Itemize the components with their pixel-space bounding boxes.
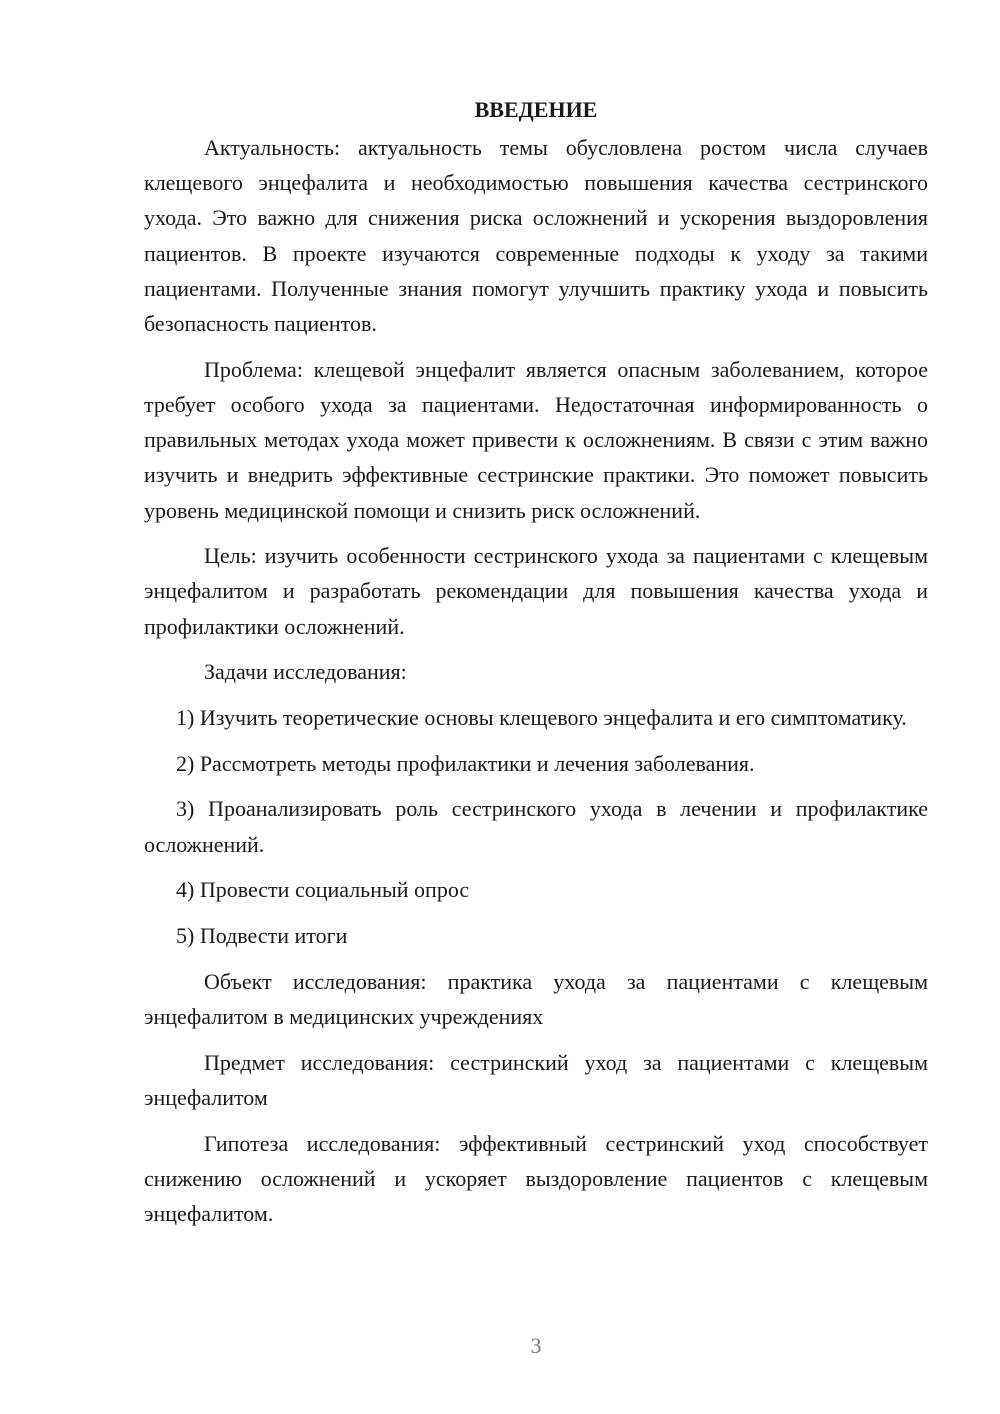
task-item-1: 1) Изучить теоретические основы клещевого энцефалита и его симптоматику. <box>176 705 907 731</box>
paragraph-tasks-intro: Задачи исследования: <box>204 659 407 685</box>
page-number: 3 <box>530 1333 542 1358</box>
task-item-2: 2) Рассмотреть методы профилактики и лечения заболевания. <box>176 750 755 776</box>
paragraph-object: Объект исследования: практика ухода за пациентами с клещевым энцефалитом в медицинских учреждениях <box>144 968 928 1029</box>
paragraph-subject: Предмет исследования: сестринский уход за пациентами с клещевым энцефалитом <box>144 1049 928 1110</box>
task-item-4: 4) Провести социальный опрос <box>176 877 470 903</box>
paragraph-relevance: Актуальность: актуальность темы обусловлена ростом числа случаев клещевого энцефалита и необходимостью повышения качества сестринского ухода. Это важно для снижения риска осложнений и ускорения выздоровления пациентов. В проекте изучаются современные подходы к уходу за такими пациентами. Полученные знания помогут улучшить практику ухода и повысить безопасность пациентов. <box>144 135 928 337</box>
section-heading: ВВЕДЕНИЕ <box>474 97 598 122</box>
paragraph-hypothesis: Гипотеза исследования: эффективный сестринский уход способствует снижению осложнений и ускоряет выздоровление пациентов с клещевым энцефалитом. <box>144 1130 928 1226</box>
task-item-3: 3) Проанализировать роль сестринского ухода в лечении и профилактике осложнений. <box>144 796 928 857</box>
task-item-5: 5) Подвести итоги <box>176 923 348 949</box>
paragraph-problem: Проблема: клещевой энцефалит является опасным заболеванием, которое требует особого ухода за пациентами. Недостаточная информированность о правильных методах ухода может привести к осложнениям. В связи с этим важно изучить и внедрить эффективные сестринские практики. Это поможет повысить уровень медицинской помощи и снизить риск осложнений. <box>144 356 928 523</box>
document-body <box>144 92 928 1242</box>
paragraph-goal: Цель: изучить особенности сестринского ухода за пациентами с клещевым энцефалитом и разработать рекомендации для повышения качества ухода и профилактики осложнений. <box>144 543 928 639</box>
